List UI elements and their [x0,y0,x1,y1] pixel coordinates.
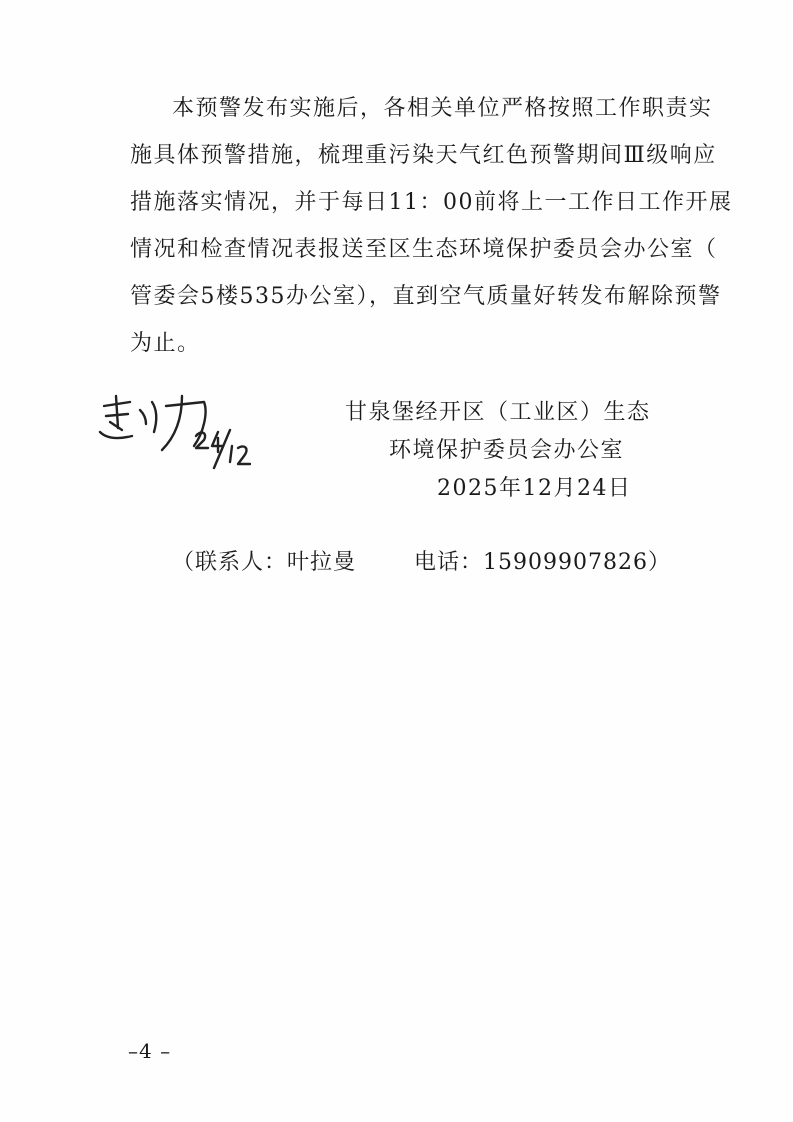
body-line-5: 管委会5楼535办公室），直到空气质量好转发布解除预警 [130,284,722,309]
signature-org-line-2: 环境保护委员会办公室 [389,438,625,463]
body-line-2: 施具体预警措施，梳理重污染天气红色预警期间Ⅲ级响应 [130,143,717,168]
contact-person: （联系人：叶拉曼 [172,550,357,575]
body-line-1: 本预警发布实施后，各相关单位严格按照工作职责实 [172,96,713,121]
handwritten-signature [96,388,256,474]
contact-phone: 电话：15909907826） [414,550,671,575]
body-line-3: 措施落实情况，并于每日11：00前将上一工作日工作开展 [130,190,733,215]
page-number: –4 – [128,1039,172,1063]
signature-date: 2025年12月24日 [437,476,632,501]
body-line-4: 情况和检查情况表报送至区生态环境保护委员会办公室（ [130,237,718,262]
body-line-6: 为止。 [130,331,201,356]
signature-org-line-1: 甘泉堡经开区（工业区）生态 [345,400,651,425]
